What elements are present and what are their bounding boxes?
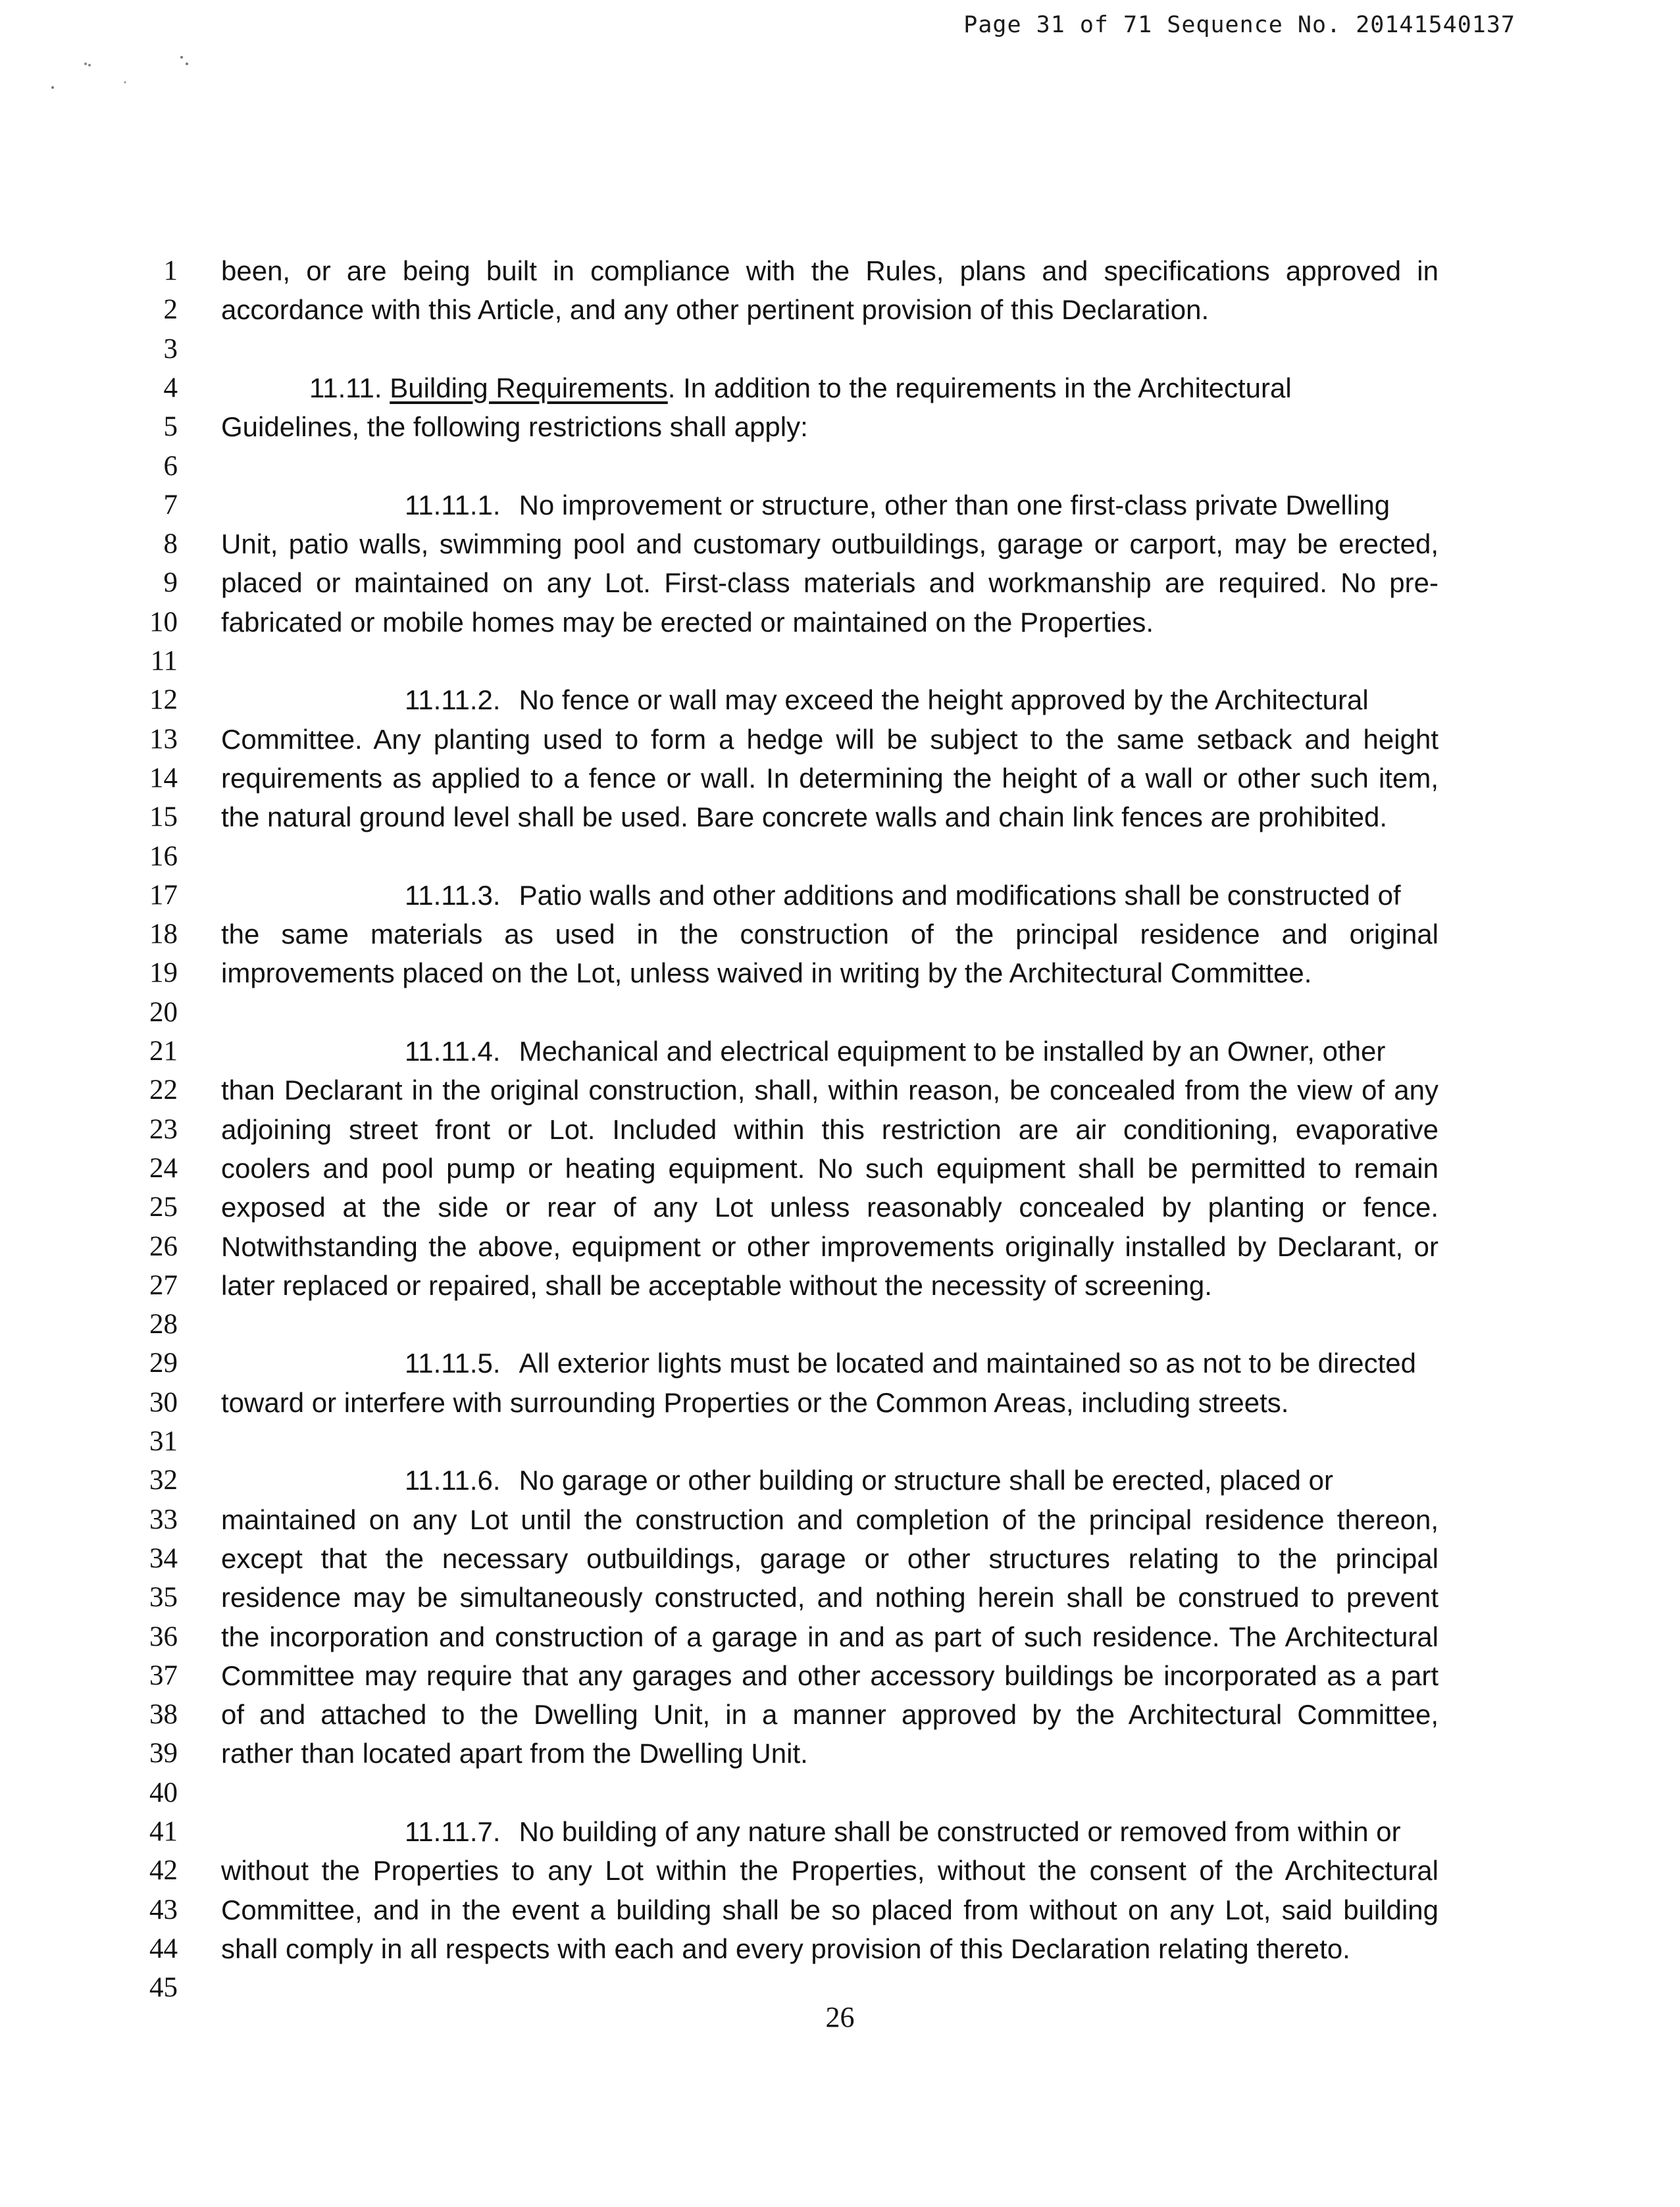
line-number: 14	[149, 762, 178, 794]
document-line	[0, 720, 1680, 759]
line-number: 1	[163, 255, 178, 286]
document-line	[0, 1500, 1680, 1540]
line-number: 15	[149, 801, 178, 833]
line-number: 38	[149, 1699, 178, 1731]
document-line	[0, 251, 1680, 291]
line-text: Notwithstanding the above, equipment or other improvements originally installed by Declarant, or	[221, 1230, 1438, 1262]
line-number: 21	[149, 1036, 178, 1067]
line-text: toward or interfere with surrounding Properties or the Common Areas, including streets.	[221, 1386, 1289, 1418]
document-line	[0, 368, 1680, 408]
line-text: improvements placed on the Lot, unless waived in writing by the Architectural Committee.	[221, 957, 1312, 989]
line-number: 5	[163, 411, 178, 443]
line-text: accordance with this Article, and any other pertinent provision of this Declaration.	[221, 294, 1209, 326]
line-number: 27	[149, 1269, 178, 1301]
line-number: 9	[163, 567, 178, 599]
line-text: Committee. Any planting used to form a hedge will be subject to the same setback and height	[221, 723, 1438, 755]
line-number: 23	[149, 1113, 178, 1145]
document-line	[0, 407, 1680, 447]
section-title: Building Requirements	[390, 372, 668, 403]
document-line	[0, 759, 1680, 798]
line-number: 31	[149, 1426, 178, 1457]
line-text: . In addition to the requirements in the Architectural	[667, 372, 1292, 403]
line-text: Unit, patio walls, swimming pool and customary outbuildings, garage or carport, may be erected,	[221, 528, 1438, 560]
document-line	[0, 642, 1680, 681]
section-heading-line	[405, 1812, 1438, 1852]
document-line	[0, 563, 1680, 603]
line-number: 33	[149, 1504, 178, 1535]
line-text: of and attached to the Dwelling Unit, in a manner approved by the Architectural Committee,	[221, 1699, 1438, 1731]
line-number: 28	[149, 1309, 178, 1340]
line-number: 45	[149, 1972, 178, 2004]
line-text: residence may be simultaneously constructed, and nothing herein shall be construed to prevent	[221, 1582, 1438, 1613]
document-line	[0, 1422, 1680, 1461]
line-number: 16	[149, 840, 178, 872]
line-text: rather than located apart from the Dwelling Unit.	[221, 1738, 808, 1769]
document-line	[0, 876, 1680, 915]
section-number: 11.11.7.	[405, 1816, 501, 1847]
line-text: maintained on any Lot until the construction and completion of the principal residence thereon,	[221, 1504, 1438, 1535]
line-text: Guidelines, the following restrictions shall apply:	[221, 411, 808, 443]
section-heading-line	[405, 680, 1438, 720]
document-line	[0, 1539, 1680, 1579]
section-heading-line	[405, 1344, 1438, 1383]
line-number: 30	[149, 1386, 178, 1418]
section-heading-line	[405, 876, 1438, 915]
document-line	[0, 1344, 1680, 1383]
line-text: exposed at the side or rear of any Lot unless reasonably concealed by planting or fence.	[221, 1192, 1438, 1223]
document-line	[0, 1188, 1680, 1227]
document-line	[0, 798, 1680, 837]
line-text: placed or maintained on any Lot. First-class materials and workmanship are required. No pre-	[221, 567, 1438, 599]
line-text: fabricated or mobile homes may be erected or maintained on the Properties.	[221, 606, 1154, 638]
line-text: No building of any nature shall be constructed or removed from within or	[519, 1816, 1401, 1847]
section-heading-line	[405, 486, 1438, 525]
line-number: 18	[149, 919, 178, 950]
document-line	[0, 1227, 1680, 1267]
line-number: 44	[149, 1933, 178, 1964]
line-number: 32	[149, 1465, 178, 1496]
line-number: 25	[149, 1192, 178, 1223]
line-text: Committee, and in the event a building shall be so placed from without on any Lot, said building	[221, 1894, 1438, 1925]
line-number: 37	[149, 1660, 178, 1691]
document-line	[0, 680, 1680, 720]
document-line	[0, 1305, 1680, 1344]
document-line	[0, 290, 1680, 330]
line-number: 26	[149, 1230, 178, 1262]
line-number: 43	[149, 1894, 178, 1925]
document-line	[0, 1032, 1680, 1071]
page-sequence-stamp: Page 31 of 71 Sequence No. 20141540137	[963, 12, 1515, 38]
line-number: 12	[149, 684, 178, 716]
line-text: the incorporation and construction of a garage in and as part of such residence. The Architectural	[221, 1621, 1438, 1652]
line-text: adjoining street front or Lot. Included within this restriction are air conditioning, evaporative	[221, 1113, 1438, 1145]
document-line	[0, 1266, 1680, 1306]
line-number: 35	[149, 1582, 178, 1613]
line-text: requirements as applied to a fence or wall. In determining the height of a wall or other such item,	[221, 762, 1438, 794]
document-line	[0, 1734, 1680, 1773]
line-text: No improvement or structure, other than one first-class private Dwelling	[519, 489, 1390, 520]
line-text: shall comply in all respects with each and every provision of this Declaration relating thereto.	[221, 1933, 1350, 1964]
section-heading-line	[309, 368, 1438, 408]
line-text: without the Properties to any Lot within the Properties, without the consent of the Architectural	[221, 1855, 1438, 1887]
line-number: 22	[149, 1075, 178, 1106]
line-number: 36	[149, 1621, 178, 1652]
line-number: 6	[163, 450, 178, 482]
document-line	[0, 330, 1680, 369]
section-number: 11.11.3.	[405, 879, 501, 911]
section-number: 11.11.1.	[405, 489, 501, 520]
line-text: been, or are being built in compliance with the Rules, plans and specifications approved in	[221, 255, 1438, 286]
line-number: 41	[149, 1816, 178, 1847]
line-number: 3	[163, 333, 178, 365]
document-line	[0, 1890, 1680, 1930]
line-text: than Declarant in the original construction, shall, within reason, be concealed from the view of any	[221, 1075, 1438, 1106]
document-line	[0, 1773, 1680, 1813]
line-number: 17	[149, 879, 178, 911]
line-number: 42	[149, 1855, 178, 1887]
document-line	[0, 993, 1680, 1032]
line-number: 40	[149, 1777, 178, 1808]
document-line	[0, 953, 1680, 993]
line-text: coolers and pool pump or heating equipment. No such equipment shall be permitted to remain	[221, 1152, 1438, 1184]
line-text: Patio walls and other additions and modifications shall be constructed of	[519, 879, 1401, 911]
document-line	[0, 486, 1680, 525]
document-line	[0, 1149, 1680, 1188]
section-number: 11.11.2.	[405, 684, 501, 716]
line-number: 39	[149, 1738, 178, 1769]
line-text: Mechanical and electrical equipment to be installed by an Owner, other	[519, 1036, 1386, 1067]
line-text: later replaced or repaired, shall be acceptable without the necessity of screening.	[221, 1269, 1212, 1301]
line-text: Committee may require that any garages and other accessory buildings be incorporated as a part	[221, 1660, 1438, 1691]
line-number: 24	[149, 1152, 178, 1184]
line-number: 29	[149, 1348, 178, 1379]
document-line	[0, 1383, 1680, 1423]
line-number: 19	[149, 957, 178, 989]
document-line	[0, 1812, 1680, 1852]
line-number: 11	[150, 646, 178, 676]
section-number: 11.11.6.	[405, 1465, 501, 1496]
section-number: 11.11.5.	[405, 1348, 501, 1379]
line-number: 2	[163, 294, 178, 326]
line-text: No fence or wall may exceed the height approved by the Architectural	[519, 684, 1369, 716]
line-text: the natural ground level shall be used. Bare concrete walls and chain link fences are prohibited.	[221, 801, 1388, 833]
section-heading-line	[405, 1461, 1438, 1500]
page-number: 26	[825, 2001, 855, 2033]
document-line	[0, 447, 1680, 486]
document-line	[0, 1578, 1680, 1617]
document-line	[0, 1461, 1680, 1500]
line-number: 20	[149, 996, 178, 1028]
line-text: All exterior lights must be located and maintained so as not to be directed	[519, 1348, 1417, 1379]
document-line	[0, 1071, 1680, 1110]
line-number: 13	[149, 723, 178, 755]
document-line	[0, 837, 1680, 876]
section-heading-line	[405, 1032, 1438, 1071]
section-number: 11.11.4.	[405, 1036, 501, 1067]
line-number: 7	[163, 489, 178, 520]
document-line	[0, 1110, 1680, 1150]
section-number: 11.11.	[309, 372, 382, 403]
document-line	[0, 1929, 1680, 1969]
document-line	[0, 915, 1680, 954]
document-line	[0, 1617, 1680, 1657]
line-text: No garage or other building or structure shall be erected, placed or	[519, 1465, 1333, 1496]
document-line	[0, 1851, 1680, 1890]
line-number: 34	[149, 1542, 178, 1574]
document-line	[0, 1656, 1680, 1696]
line-number: 4	[163, 372, 178, 403]
line-number: 10	[149, 606, 178, 638]
line-number: 8	[163, 528, 178, 560]
document-line	[0, 603, 1680, 642]
scan-specks	[46, 49, 204, 102]
document-line	[0, 524, 1680, 564]
document-line	[0, 1695, 1680, 1735]
line-text: except that the necessary outbuildings, garage or other structures relating to the principal	[221, 1542, 1438, 1574]
line-text: the same materials as used in the construction of the principal residence and original	[221, 919, 1438, 950]
